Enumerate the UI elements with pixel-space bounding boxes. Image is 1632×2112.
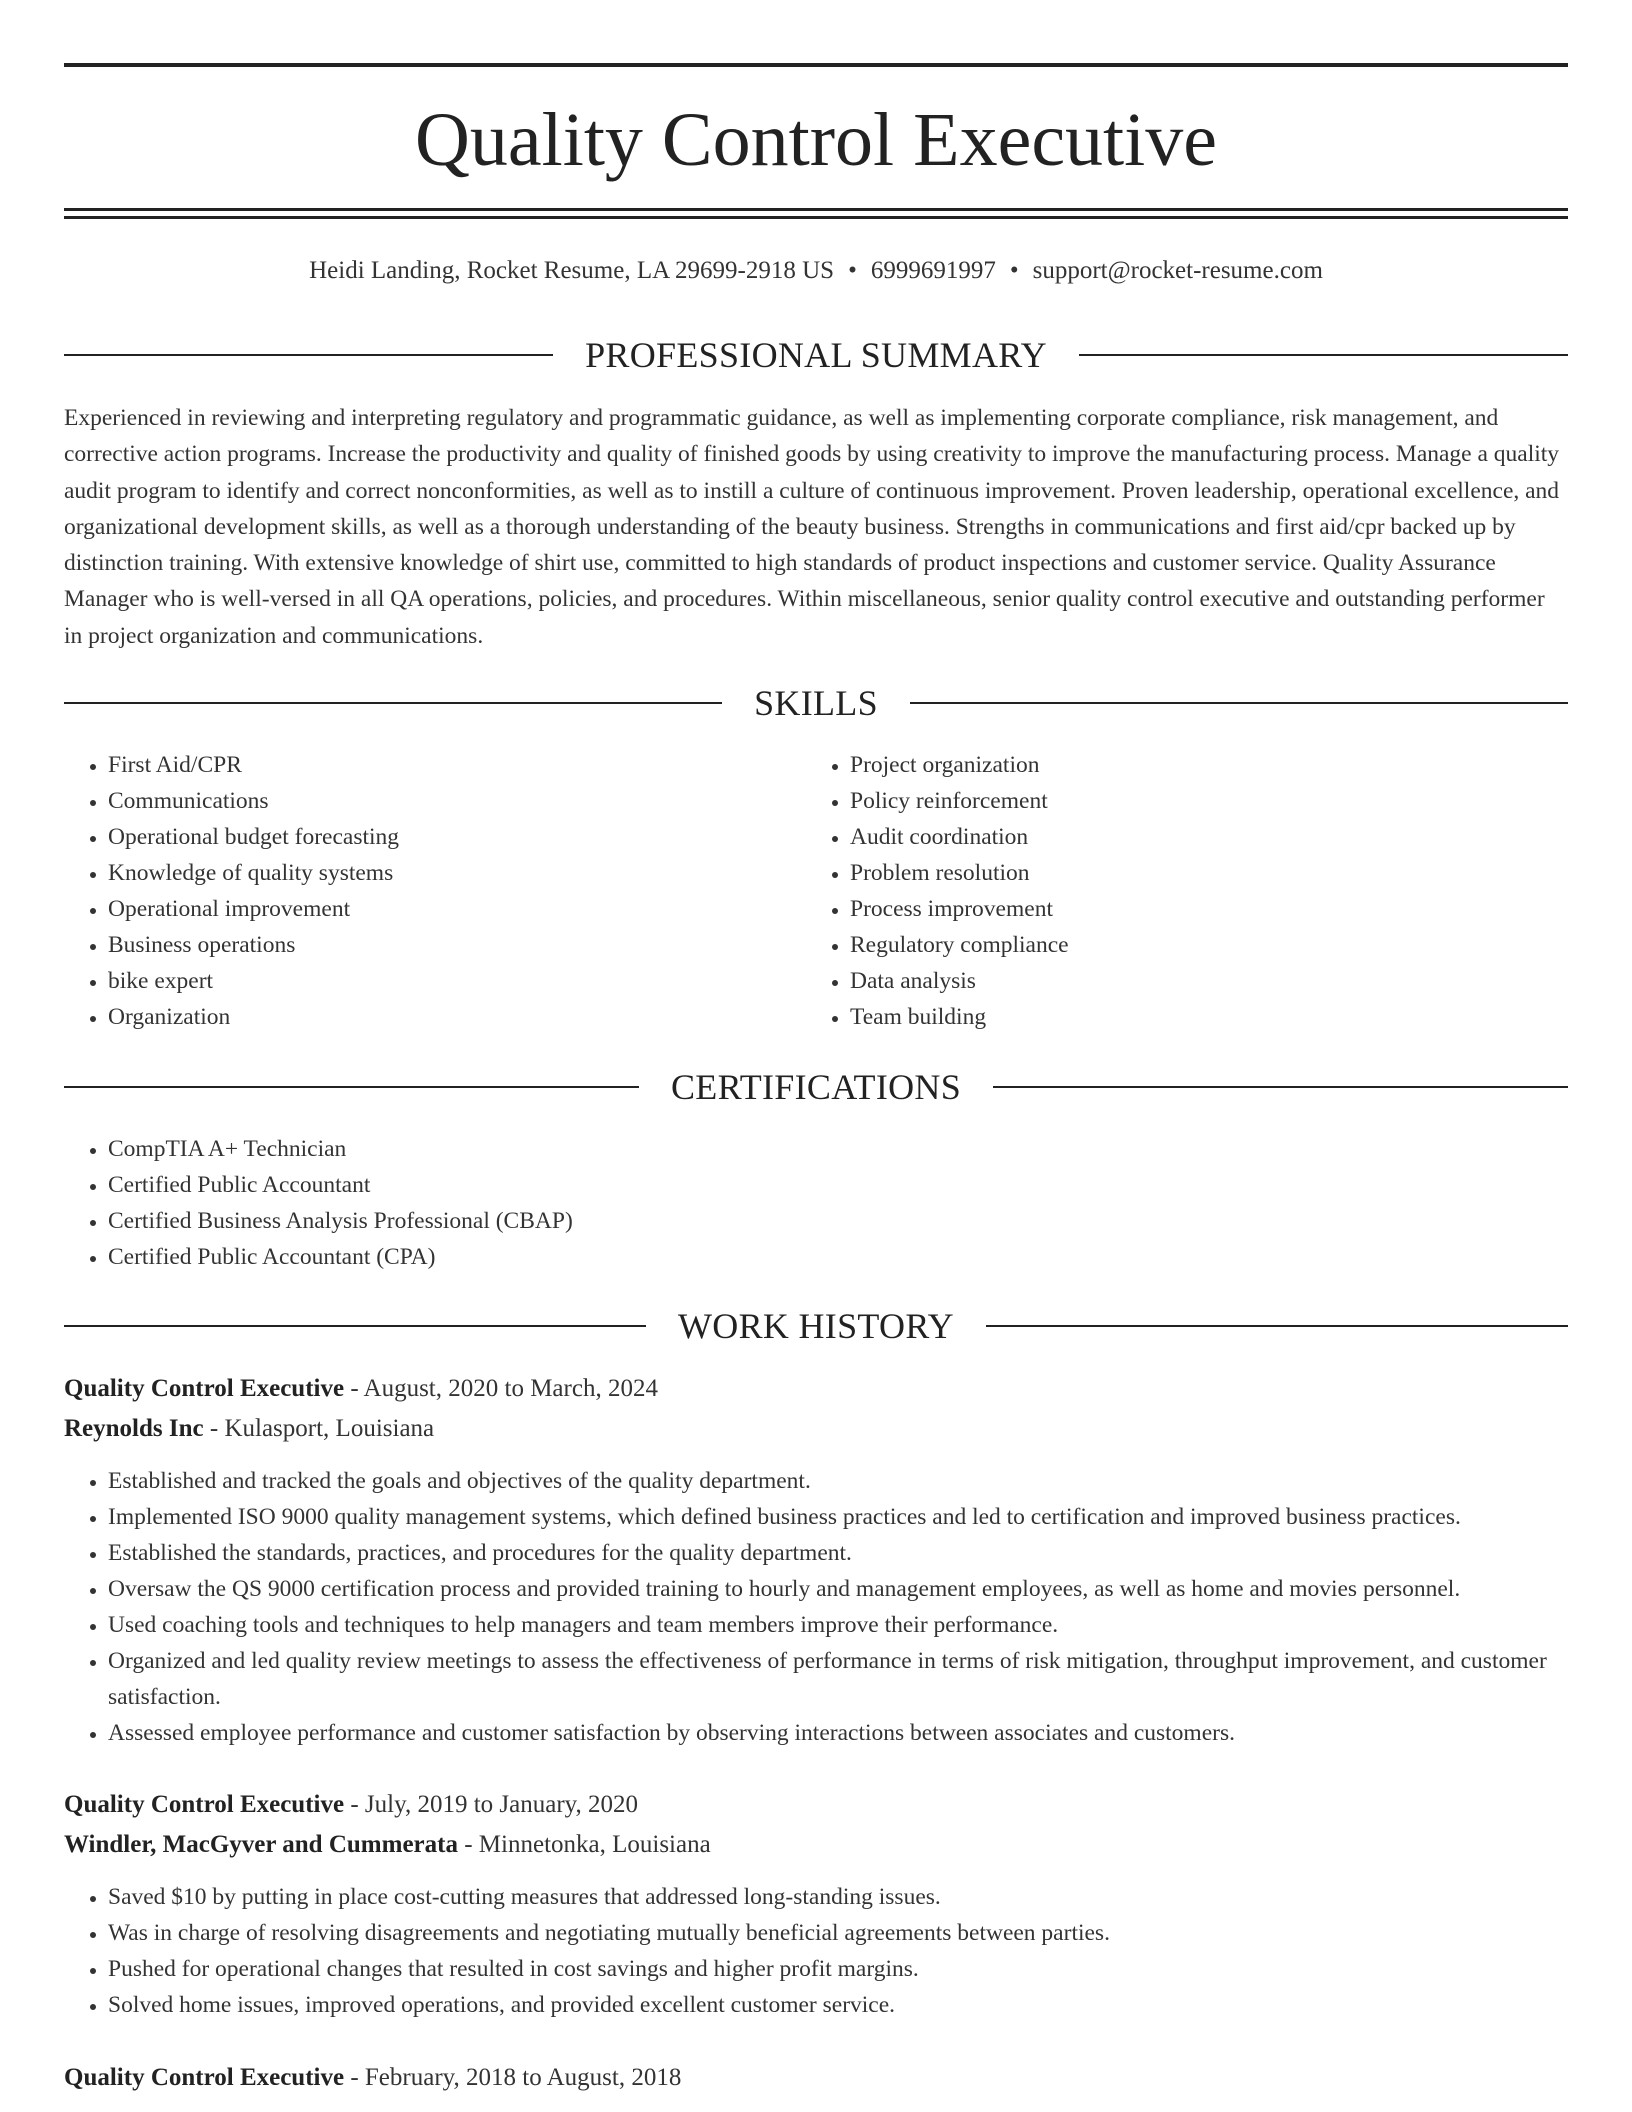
skill-item: • Process improvement bbox=[850, 891, 1550, 927]
certification-item: • Certified Public Accountant bbox=[108, 1167, 1568, 1203]
skill-item: • Regulatory compliance bbox=[850, 927, 1550, 963]
job-bullet: • Organized and led quality review meetings to assess the effectiveness of performance in terms of risk mitigation, throughput improvement, and customer satisfaction. bbox=[108, 1643, 1568, 1715]
job-bullet: • Used coaching tools and techniques to help managers and team members improve their performance. bbox=[108, 1607, 1568, 1643]
job-employer: Windler, MacGyver and Cummerata bbox=[64, 1831, 458, 1858]
certification-item: • Certified Public Accountant (CPA) bbox=[108, 1239, 1568, 1275]
skill-item: • bike expert bbox=[108, 963, 808, 999]
job-dates: - August, 2020 to March, 2024 bbox=[344, 1375, 658, 1402]
certifications-list bbox=[64, 1131, 1568, 1275]
title-rule-lower bbox=[64, 216, 1568, 219]
job-dates: - July, 2019 to January, 2020 bbox=[344, 1791, 639, 1818]
job-bullet: • Solved home issues, improved operations, and provided excellent customer service. bbox=[108, 1987, 1568, 2023]
section-rule bbox=[64, 1325, 646, 1327]
skill-item: • Operational budget forecasting bbox=[108, 819, 808, 855]
work-history-heading: WORK HISTORY bbox=[678, 1306, 954, 1346]
certifications-heading: CERTIFICATIONS bbox=[670, 1067, 962, 1107]
job-employer-line bbox=[64, 1826, 1568, 1864]
summary-section-header bbox=[64, 333, 1568, 377]
skill-item: • Organization bbox=[108, 999, 808, 1035]
title-rule-upper bbox=[64, 208, 1568, 211]
job-bullet: • Established the standards, practices, and procedures for the quality department. bbox=[108, 1535, 1568, 1571]
skill-item: • Problem resolution bbox=[850, 855, 1550, 891]
skill-item: • Audit coordination bbox=[850, 819, 1550, 855]
job-title: Quality Control Executive bbox=[64, 2064, 345, 2091]
skills-heading: SKILLS bbox=[754, 683, 878, 723]
skill-item: • Knowledge of quality systems bbox=[108, 855, 808, 891]
skills-list-right bbox=[806, 747, 1550, 1035]
job-location: - Kulasport, Louisiana bbox=[203, 1415, 435, 1442]
contact-separator: • bbox=[848, 257, 857, 284]
skill-item: • Team building bbox=[850, 999, 1550, 1035]
job-title: Quality Control Executive bbox=[64, 1791, 345, 1818]
job-bullets bbox=[64, 1879, 1568, 2023]
job-bullet: • Established and tracked the goals and objectives of the quality department. bbox=[108, 1463, 1568, 1499]
contact-line bbox=[64, 253, 1568, 289]
job-bullet: • Pushed for operational changes that resulted in cost savings and higher profit margins. bbox=[108, 1951, 1568, 1987]
summary-text: Experienced in reviewing and interpreting regulatory and programmatic guidance, as well as implementing corporate compliance, risk management, and corrective action programs. Increase the productivity and quality of finished goods by using creativity to improve the manufacturing process. Manage a quality audit program to identify and correct nonconformities, as well as to instill a culture of continuous improvement. Proven leadership, operational excellence, and organizational development skills, as well as a thorough understanding of the beauty business. Strengths in communications and first aid/cpr backed up by distinction training. With extensive knowledge of shirt use, committed to high standards of product inspections and customer service. Quality Assurance Manager who is well-versed in all QA operations, policies, and procedures. Within miscellaneous, senior quality control executive and outstanding performer in project organization and communications. bbox=[64, 405, 1560, 649]
certifications-section-header bbox=[64, 1065, 1568, 1109]
skills-list-left bbox=[64, 747, 808, 1035]
skill-item: • Project organization bbox=[850, 747, 1550, 783]
work-history-section-header bbox=[64, 1304, 1568, 1348]
job-bullet: • Oversaw the QS 9000 certification process and provided training to hourly and management employees, as well as home and movies personnel. bbox=[108, 1571, 1568, 1607]
job-bullet: • Saved $10 by putting in place cost-cutting measures that addressed long-standing issues. bbox=[108, 1879, 1568, 1915]
job-title-line bbox=[64, 2059, 1568, 2097]
skills-section-header bbox=[64, 681, 1568, 725]
section-rule bbox=[64, 702, 722, 704]
contact-address: Heidi Landing, Rocket Resume, LA 29699-2918 US bbox=[309, 257, 835, 284]
section-rule bbox=[64, 354, 553, 356]
top-rule bbox=[64, 63, 1568, 67]
section-rule bbox=[986, 1325, 1568, 1327]
job-employer: Reynolds Inc bbox=[64, 1415, 204, 1442]
job-bullet: • Implemented ISO 9000 quality management systems, which defined business practices and led to certification and improved business practices. bbox=[108, 1499, 1568, 1535]
contact-phone: 6999691997 bbox=[870, 257, 996, 284]
skill-item: • Business operations bbox=[108, 927, 808, 963]
job-bullets bbox=[64, 1463, 1568, 1751]
section-rule bbox=[910, 702, 1568, 704]
job-dates: - February, 2018 to August, 2018 bbox=[344, 2064, 682, 2091]
section-rule bbox=[1079, 354, 1568, 356]
contact-separator: • bbox=[1009, 257, 1019, 284]
resume-title: Quality Control Executive bbox=[414, 98, 1218, 182]
job-bullet: • Assessed employee performance and customer satisfaction by observing interactions between associates and customers. bbox=[108, 1715, 1568, 1751]
job-title: Quality Control Executive bbox=[64, 1375, 345, 1402]
skill-item: • Data analysis bbox=[850, 963, 1550, 999]
job-bullet: • Was in charge of resolving disagreements and negotiating mutually beneficial agreements between parties. bbox=[108, 1915, 1568, 1951]
job-title-line bbox=[64, 1786, 1568, 1824]
section-rule bbox=[64, 1086, 639, 1088]
skill-item: • First Aid/CPR bbox=[108, 747, 808, 783]
certification-item: • Certified Business Analysis Professional (CBAP) bbox=[108, 1203, 1568, 1239]
skill-item: • Communications bbox=[108, 783, 808, 819]
job-title-line bbox=[64, 1370, 1568, 1408]
section-rule bbox=[993, 1086, 1568, 1088]
job-location: - Minnetonka, Louisiana bbox=[457, 1831, 711, 1858]
contact-email: support@rocket-resume.com bbox=[1032, 257, 1323, 284]
certification-item: • CompTIA A+ Technician bbox=[108, 1131, 1568, 1167]
summary-heading: PROFESSIONAL SUMMARY bbox=[585, 335, 1047, 375]
skill-item: • Operational improvement bbox=[108, 891, 808, 927]
skill-item: • Policy reinforcement bbox=[850, 783, 1550, 819]
job-employer-line bbox=[64, 1410, 1568, 1448]
